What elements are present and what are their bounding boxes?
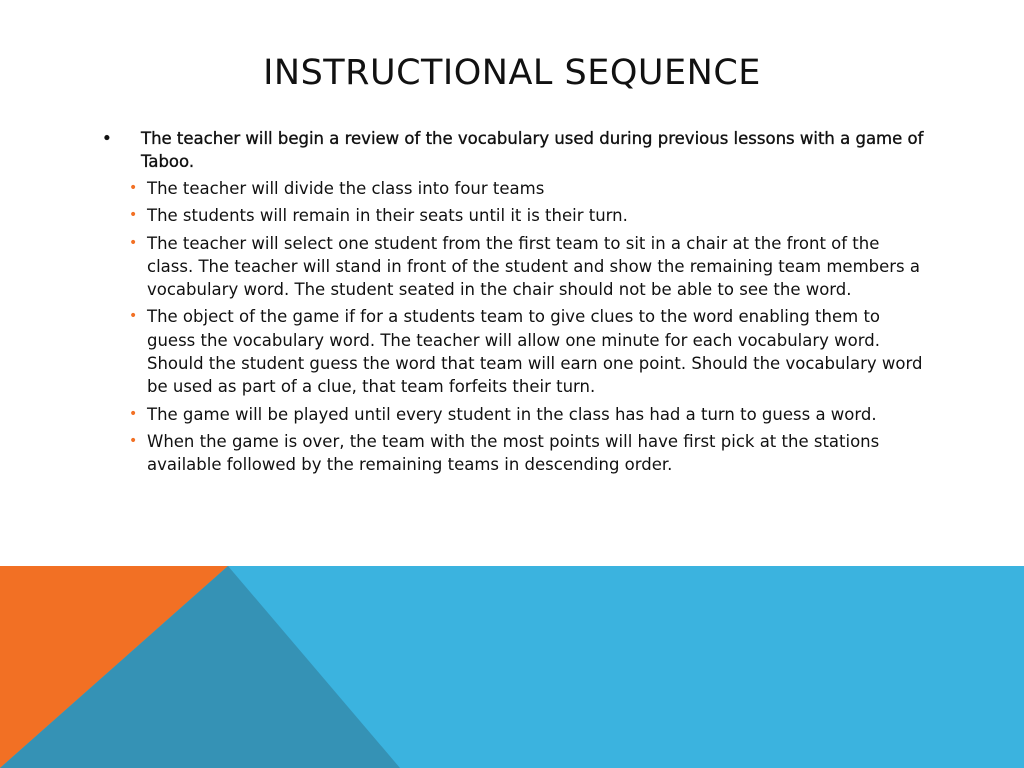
sub-bullet-text: The game will be played until every student in the class has had a turn to guess a word. — [147, 404, 877, 424]
sub-bullet-text: The object of the game if for a students team to give clues to the word enabling them to guess the vocabulary word. The teacher will allow one minute for each vocabulary word. Should the student guess the word that team will earn one point. Should the vocabulary word be used as part of a clue, that team forfeits their turn. — [147, 307, 923, 397]
sub-bullet-glyph: • — [129, 405, 138, 422]
slide-body — [100, 127, 930, 481]
main-bullet-glyph: • — [102, 129, 112, 148]
sub-bullet-glyph: • — [129, 234, 138, 251]
sub-bullet-glyph: • — [129, 207, 138, 224]
main-bullet-item — [100, 127, 930, 173]
sub-bullet-item — [100, 232, 930, 302]
sub-bullet-text: The teacher will divide the class into four teams — [147, 179, 545, 198]
sub-bullet-item — [100, 204, 930, 227]
sub-bullet-text: The students will remain in their seats until it is their turn. — [147, 206, 628, 226]
sub-bullet-item — [100, 305, 930, 398]
sub-bullet-glyph: • — [129, 180, 138, 196]
sub-bullet-text: When the game is over, the team with the most points will have first pick at the stations available followed by the remaining teams in descending order. — [147, 431, 880, 475]
sub-bullet-item — [100, 403, 930, 426]
decorative-footer-shapes — [0, 566, 1024, 768]
sub-bullet-item — [100, 430, 930, 477]
main-bullet-text: The teacher will begin a review of the vocabulary used during previous lessons with a game of Taboo. — [141, 129, 924, 171]
sub-bullet-glyph: • — [129, 308, 138, 325]
sub-bullet-item — [100, 177, 930, 200]
slide-title: INSTRUCTIONAL SEQUENCE — [263, 53, 761, 93]
sub-bullet-text: The teacher will select one student from the first team to sit in a chair at the front of the class. The teacher will stand in front of the student and show the remaining team members a vocabulary word. The student seated in the chair should not be able to see the word. — [147, 233, 921, 300]
sub-bullet-glyph: • — [129, 432, 138, 449]
sub-bullet-list — [100, 177, 930, 477]
